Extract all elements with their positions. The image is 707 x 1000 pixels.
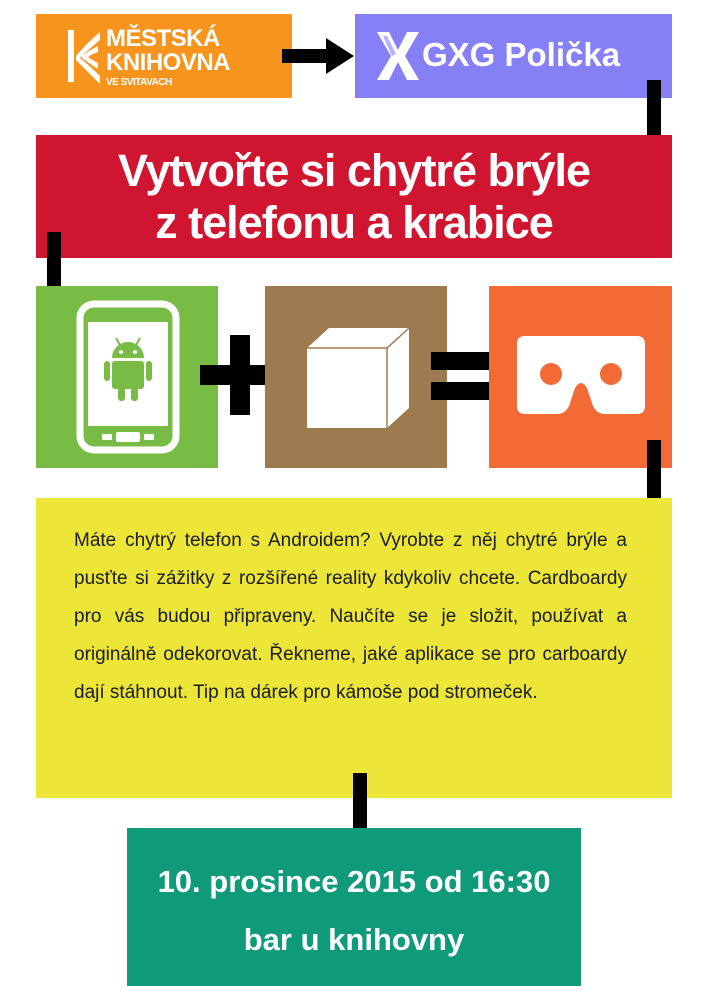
box-tile bbox=[265, 286, 447, 468]
library-logo bbox=[36, 14, 292, 98]
arrow-right-icon bbox=[282, 38, 354, 74]
headline-line2: z telefonu a krabice bbox=[155, 197, 553, 248]
description-text: Máte chytrý telefon s Androidem? Vyrobte z něj chytré brýle a pusťte si zážitky z rozšířené reality kdykoliv chcete. Cardboardy pro vás budou připraveny. Naučíte se je složit, používat a originálně odekorovat. Řekneme, jaké aplikace se pro carboardy dají stáhnout. Tip na dárek pro kámoše pod stromeček. bbox=[74, 530, 627, 703]
description-panel bbox=[36, 498, 672, 798]
headline-banner bbox=[36, 135, 672, 258]
android-phone-icon bbox=[76, 300, 180, 454]
gxg-x-icon bbox=[375, 30, 421, 82]
library-name-line2: KNIHOVNA bbox=[106, 49, 231, 76]
phone-tile bbox=[36, 286, 218, 468]
vr-headset-icon bbox=[517, 336, 645, 422]
library-emblem-icon bbox=[64, 26, 104, 86]
library-name-line1: MĚSTSKÁ bbox=[106, 25, 220, 52]
event-location: bar u knihovny bbox=[243, 922, 465, 957]
library-name-line3: VE SVITAVACH bbox=[106, 77, 172, 88]
cardboard-box-icon bbox=[303, 326, 413, 430]
partner-name: GXG Polička bbox=[422, 36, 621, 73]
partner-logo bbox=[355, 14, 672, 98]
event-panel bbox=[127, 828, 581, 986]
headline-line1: Vytvořte si chytré brýle bbox=[117, 145, 591, 196]
library-name bbox=[106, 27, 230, 89]
event-date-time: 10. prosince 2015 od 16:30 bbox=[157, 864, 551, 899]
